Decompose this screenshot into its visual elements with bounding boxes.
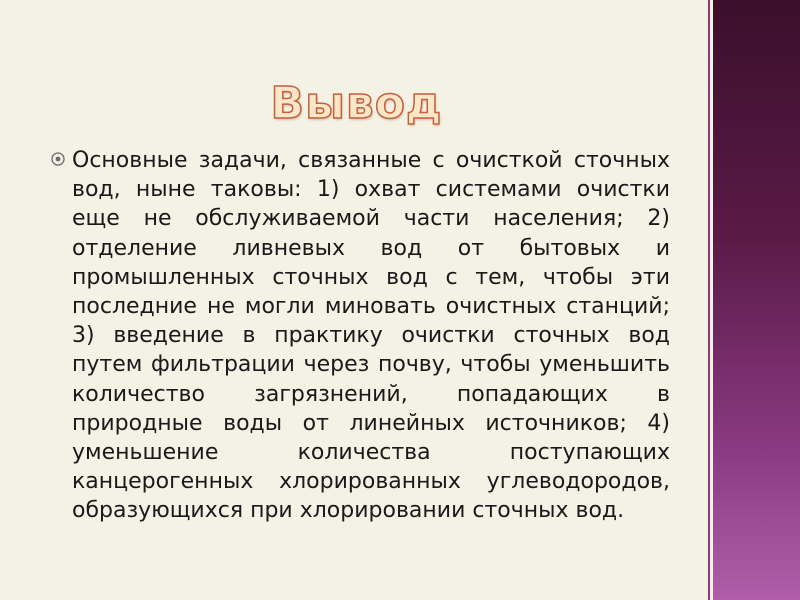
bullet-item <box>50 146 670 526</box>
circled-dot-bullet-icon <box>50 151 72 173</box>
slide-title: Вывод <box>270 78 443 129</box>
bullet-text: Основные задачи, связанные с очисткой сточных вод, ныне таковы: 1) охват системами очистки еще не обслуживаемой части населения; 2) отделение ливневых вод от бытовых и промышленных сточных вод с тем, чтобы эти последние не могли миновать очистных станций; 3) введение в практику очистки сточных вод путем фильтрации через почву, чтобы уменьшить количество загрязнений, попадающих в природные воды от линейных источников; 4) уменьшение количества поступающих канцерогенных хлорированных углеводородов, образующихся при хлорировании сточных вод. <box>72 148 670 524</box>
slide-content <box>50 146 670 526</box>
decorative-side-band <box>713 0 800 600</box>
